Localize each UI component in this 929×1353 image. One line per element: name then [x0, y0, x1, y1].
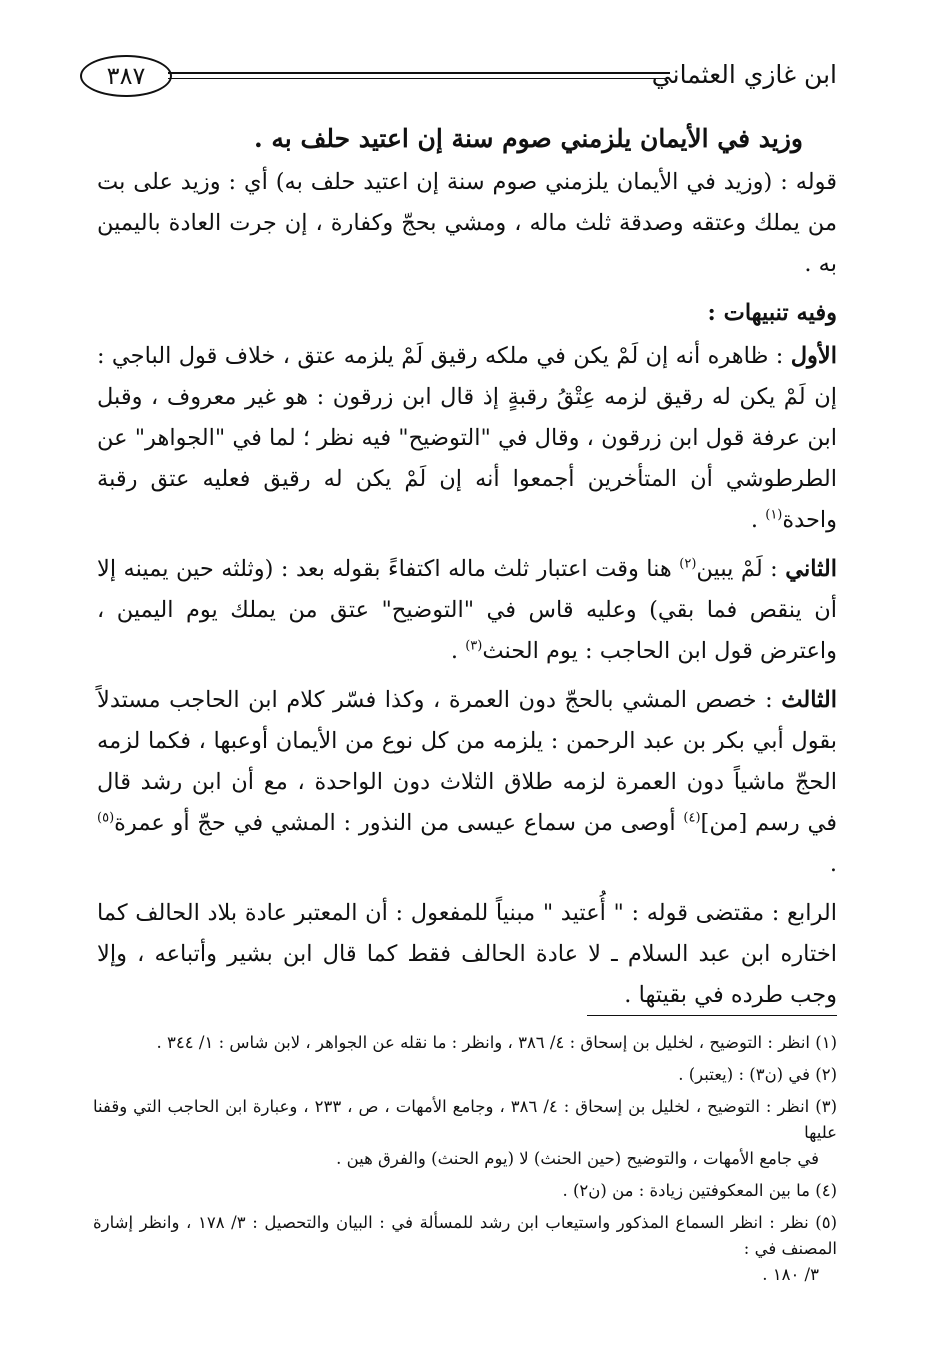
paragraph-tail: هنا وقت اعتبار ثلث ماله اكتفاءً بقوله بعد : (وثلثه حين يمينه إلا أن ينقص فما بقي) وعليه قاس في "التوضيح" عتق من يملك يوم اليمين ، واعترض قول ابن الحاجب : يوم الحنث	[97, 556, 837, 664]
footnotes	[93, 1030, 837, 1294]
paragraph-second-note	[97, 549, 837, 672]
paragraph-tanbihat-heading	[97, 293, 837, 334]
paragraph-tail: .	[450, 638, 466, 664]
paragraph-tail: .	[750, 507, 766, 533]
footnote-item	[93, 1094, 837, 1172]
paragraph-text: قوله : (وزيد في الأيمان يلزمني صوم سنة إن اعتيد حلف به) أي : وزيد على بت من يملك وعتقه وصدقة ثلث ماله ، ومشي بحجّ وكفارة ، إن جرت العادة باليمين به .	[97, 169, 837, 277]
page-number-badge	[80, 55, 172, 97]
footnote-ref[interactable]: (٥)	[97, 810, 115, 826]
footnote-item	[93, 1210, 837, 1288]
note-lead-first: الأول	[790, 343, 837, 369]
main-text	[97, 118, 837, 1024]
header-double-rule	[168, 72, 670, 79]
paragraph-third-note	[97, 680, 837, 885]
note-lead-second: الثاني	[785, 556, 837, 582]
footnote-ref[interactable]: (١)	[765, 507, 783, 523]
footnote-continuation: في جامع الأمهات ، والتوضيح (حين الحنث) لا (يوم الحنث) والفرق هين .	[336, 1149, 819, 1168]
footnote-item	[93, 1062, 837, 1088]
paragraph-text: الرابع : مقتضى قوله : " أُعتيد " مبنياً للمفعول : أن المعتبر عادة بلاد الحالف كما اختاره ابن عبد السلام ـ لا عادة الحالف فقط كما قال ابن بشير وأتباعه ، وإلا وجب طرده في بقيتها .	[97, 900, 837, 1008]
footnote-ref[interactable]: (٤)	[683, 810, 701, 826]
paragraph-first-note	[97, 336, 837, 541]
footnote-separator	[587, 1015, 837, 1016]
paragraph-text: : ظاهره أنه إن لَمْ يكن في ملكه رقيق لَمْ يلزمه عتق ، خلاف قول الباجي : إن لَمْ يكن له رقيق لزمه عِتْقُ رقبةٍ إذ قال ابن زرقون : هو غير معروف ، وقبل ابن عرفة قول ابن زرقون ، وقال في "التوضيح" فيه نظر ؛ لما في "الجواهر" عن الطرطوشي أن المتأخرين أجمعوا أنه إن لَمْ يكن له رقيق فعليه عتق رقبة واحدة	[97, 343, 837, 533]
note-lead-third: الثالث	[781, 687, 837, 713]
page-number: ٣٨٧	[106, 62, 146, 90]
footnote-ref[interactable]: (٣)	[465, 638, 483, 654]
paragraph-text: : لَمْ يبين	[696, 556, 778, 582]
footnote-item	[93, 1030, 837, 1056]
footnote-text: (٥) نظر : انظر السماع المذكور واستيعاب ابن رشد للمسألة في : البيان والتحصيل : ٣/ ١٧٨ ، وانظر إشارة المصنف في :	[93, 1213, 838, 1258]
running-header-title: ابن غازي العثماني	[651, 60, 837, 89]
tanbihat-heading: وفيه تنبيهات :	[707, 300, 837, 326]
footnote-continuation: ٣/ ١٨٠ .	[762, 1265, 819, 1284]
footnote-item	[93, 1178, 837, 1204]
footnote-ref[interactable]: (٢)	[679, 556, 697, 572]
paragraph-fourth-note	[97, 893, 837, 1016]
footnote-text: (١) انظر : التوضيح ، لخليل بن إسحاق : ٤/ ٣٨٦ ، وانظر : ما نقله عن الجواهر ، لابن شاس : ١/ ٣٤٤ .	[156, 1033, 837, 1052]
paragraph-tail: أوصى من سماع عيسى من النذور : المشي في حجّ أو عمرة	[114, 810, 684, 836]
footnote-text: (٤) ما بين المعكوفتين زيادة : من (ن٢) .	[562, 1181, 837, 1200]
paragraph-text: : خصص المشي بالحجّ دون العمرة ، وكذا فسّر كلام ابن الحاجب مستدلاً بقول أبي بكر بن عبد الرحمن : يلزمه من كل نوع من الأيمان أوعبها ، فكما لزمه الحجّ ماشياً دون العمرة لزمه طلاق الثلاث دون الواحدة ، مع أن ابن رشد قال في رسم [من]	[97, 687, 837, 836]
footnote-text: (٢) في (ن٣) : (يعتبر) .	[678, 1065, 837, 1084]
paragraph-commentary	[97, 162, 837, 285]
paragraph-tail: .	[829, 851, 837, 877]
verse-line: وزيد في الأيمان يلزمني صوم سنة إن اعتيد حلف به .	[253, 124, 803, 153]
footnote-text: (٣) انظر : التوضيح ، لخليل بن إسحاق : ٤/ ٣٨٦ ، وجامع الأمهات ، ص ، ٢٣٣ ، وعبارة ابن الحاجب التي وقفنا عليها	[93, 1097, 837, 1142]
